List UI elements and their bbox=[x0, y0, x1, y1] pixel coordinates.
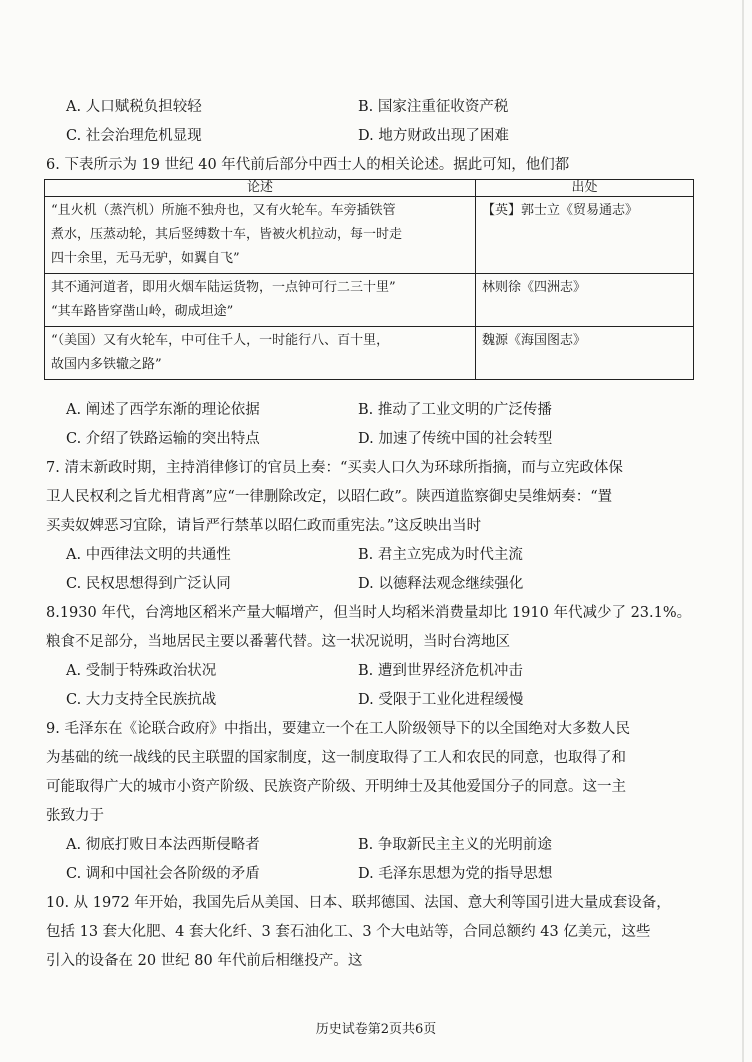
q7-stem-line: 7. 清末新政时期，主持消律修订的官员上奏：“买卖人口久为环球所指摘，而与立宪政体保 bbox=[46, 460, 623, 476]
q5-option-b: B. 国家注重征收资产税 bbox=[358, 99, 509, 115]
table-row bbox=[45, 197, 694, 274]
q7-option-d: D. 以德释法观念继续强化 bbox=[358, 576, 524, 592]
q9-option-c: C. 调和中国社会各阶级的矛盾 bbox=[66, 866, 260, 882]
q6-stem: 6. 下表所示为 19 世纪 40 年代前后部分中西士人的相关论述。据此可知，他们都 bbox=[46, 157, 570, 173]
q7-stem-line: 卫人民权利之旨尤相背离”应“一律删除改定，以昭仁政”。陕西道监察御史吴维炳奏：“置 bbox=[46, 489, 613, 505]
table-cell-source: 林则徐《四洲志》 bbox=[476, 274, 694, 327]
q9-option-b: B. 争取新民主主义的光明前途 bbox=[358, 837, 552, 853]
table-header-statement: 论述 bbox=[45, 180, 476, 197]
q5-option-d: D. 地方财政出现了困难 bbox=[358, 128, 509, 144]
q10-stem-line: 10. 从 1972 年开始，我国先后从美国、日本、联邦德国、法国、意大利等国引进大量成套设备， bbox=[46, 895, 671, 911]
table-cell-line: 煮水，压蒸动轮，其后竖缚数十车，皆被火机拉动，每一时走 bbox=[51, 227, 403, 242]
q10-stem-line: 包括 13 套大化肥、4 套大化纤、3 套石油化工、3 个大电站等，合同总额约 43 亿美元，这些 bbox=[46, 924, 651, 940]
q6-option-b: B. 推动了工业文明的广泛传播 bbox=[358, 402, 552, 418]
table-cell-line: “（美国）又有火轮车，中可住千人，一时能行八、百十里， bbox=[51, 333, 390, 348]
q8-stem-line: 8.1930 年代，台湾地区稻米产量大幅增产，但当时人均稻米消费量却比 1910 年代减少了 23.1%。 bbox=[46, 605, 692, 621]
q9-option-d: D. 毛泽东思想为党的指导思想 bbox=[358, 866, 553, 882]
q9-stem-line: 可能取得广大的城市小资产阶级、民族资产阶级、开明绅士及其他爱国分子的同意。这一主 bbox=[46, 779, 626, 795]
table-row bbox=[45, 274, 694, 327]
q7-stem-line: 买卖奴婢恶习宜除，请旨严行禁革以昭仁政而重宪法。”这反映出当时 bbox=[46, 518, 482, 534]
table-cell-source: 【英】郭士立《贸易通志》 bbox=[476, 197, 694, 274]
table-cell-line: 四十余里，无马无驴，如翼自飞” bbox=[51, 251, 240, 266]
table-row bbox=[45, 327, 694, 380]
q8-option-d: D. 受限于工业化进程缓慢 bbox=[358, 692, 524, 708]
q7-option-b: B. 君主立宪成为时代主流 bbox=[358, 547, 523, 563]
q6-table bbox=[44, 179, 694, 380]
q8-option-a: A. 受制于特殊政治状况 bbox=[66, 663, 217, 679]
q8-option-c: C. 大力支持全民族抗战 bbox=[66, 692, 217, 708]
q9-stem-line: 张致力于 bbox=[46, 808, 104, 824]
q7-option-a: A. 中西律法文明的共通性 bbox=[66, 547, 231, 563]
q5-option-c: C. 社会治理危机显现 bbox=[66, 128, 202, 144]
q6-option-d: D. 加速了传统中国的社会转型 bbox=[358, 431, 553, 447]
table-cell-line: 其不通河道者，即用火烟车陆运货物，一点钟可行二三十里” bbox=[51, 280, 396, 295]
q9-stem-line: 9. 毛泽东在《论联合政府》中指出，要建立一个在工人阶级领导下的以全国绝对大多数人民 bbox=[46, 721, 630, 737]
table-cell-line: 故国内多铁辙之路” bbox=[51, 357, 162, 372]
table-cell-line: “其车路皆穿凿山岭，砌成坦途” bbox=[51, 304, 234, 319]
q8-stem-line: 粮食不足部分，当地居民主要以番薯代替。这一状况说明，当时台湾地区 bbox=[46, 634, 510, 650]
scan-edge bbox=[742, 0, 744, 1062]
q10-stem-line: 引入的设备在 20 世纪 80 年代前后相继投产。这 bbox=[46, 953, 363, 969]
q8-option-b: B. 遭到世界经济危机冲击 bbox=[358, 663, 523, 679]
q9-stem-line: 为基础的统一战线的民主联盟的国家制度，这一制度取得了工人和农民的同意，也取得了和 bbox=[46, 750, 626, 766]
table-cell-line: “且火机（蒸汽机）所施不独舟也，又有火轮车。车旁插铁管 bbox=[51, 203, 396, 218]
q5-option-a: A. 人口赋税负担较轻 bbox=[66, 99, 202, 115]
table-header-source: 出处 bbox=[476, 180, 694, 197]
q6-option-c: C. 介绍了铁路运输的突出特点 bbox=[66, 431, 260, 447]
page-footer: 历史试卷第2页共6页 bbox=[315, 1022, 437, 1037]
q9-option-a: A. 彻底打败日本法西斯侵略者 bbox=[66, 837, 260, 853]
table-cell-source: 魏源《海国图志》 bbox=[476, 327, 694, 380]
q7-option-c: C. 民权思想得到广泛认同 bbox=[66, 576, 231, 592]
q6-option-a: A. 阐述了西学东渐的理论依据 bbox=[66, 402, 260, 418]
